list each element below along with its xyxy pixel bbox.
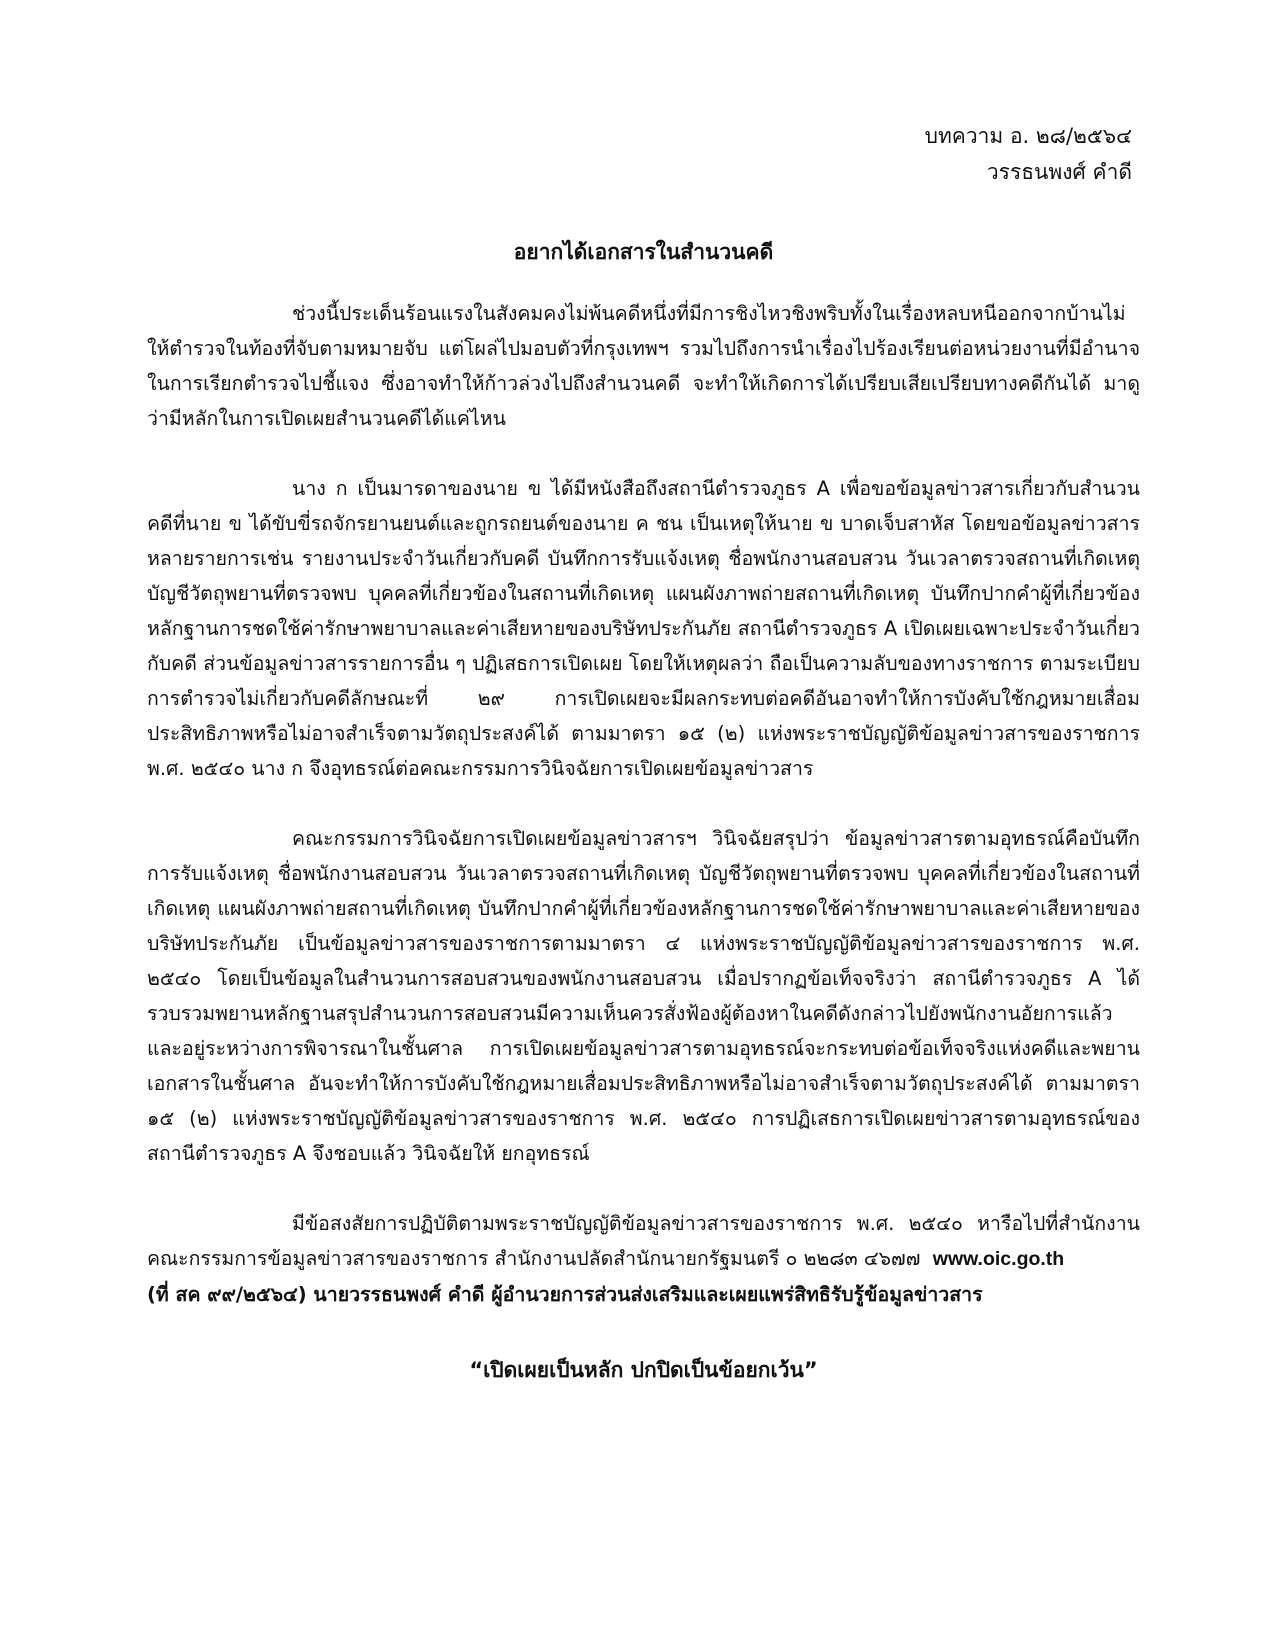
- paragraph-intro: ช่วงนี้ประเด็นร้อนแรงในสังคมคงไม่พ้นคดีหนึ่งที่มีการชิงไหวชิงพริบทั้งในเรื่องหลบหนีออกจากบ้านไม่ให้ตำรวจในท้องที่จับตามหมายจับ แต่โผล่ไปมอบตัวที่กรุงเทพฯ รวมไปถึงการนำเรื่องไปร้องเรียนต่อหน่วยงานที่มีอำนาจในการเรียกตำรวจไปชี้แจง ซึ่งอาจทำให้ก้าวล่วงไปถึงสำนวนคดี จะทำให้เกิดการได้เปรียบเสียเปรียบทางคดีกันได้ มาดูว่ามีหลักในการเปิดเผยสำนวนคดีได้แค่ไหน: [147, 302, 1140, 430]
- header-block: [147, 118, 1140, 190]
- contact-paragraph: [147, 1206, 1140, 1277]
- author-name: วรรธนพงศ์ คำดี: [986, 160, 1132, 184]
- website-link[interactable]: www.oic.go.th: [932, 1248, 1065, 1270]
- article-title: อยากได้เอกสารในสำนวนคดี: [513, 240, 774, 264]
- motto: “เปิดเผยเป็นหลัก ปกปิดเป็นข้อยกเว้น”: [469, 1358, 818, 1382]
- signature-line: (ที่ สค ๙๙/๒๕๖๔) นายวรรธนพงศ์ คำดี ผู้อำนวยการส่วนส่งเสริมและเผยแพร่สิทธิรับรู้ข้อมูลข่าวสาร: [147, 1283, 983, 1306]
- contact-text: มีข้อสงสัยการปฏิบัติตามพระราชบัญญัติข้อมูลข่าวสารของราชการ พ.ศ. ๒๕๔๐ หารือไปที่สำนักงานคณะกรรมการข้อมูลข่าวสารของราชการ สำนักงานปลัดสำนักนายกรัฐมนตรี ๐ ๒๒๘๓ ๔๖๗๗: [147, 1212, 1140, 1270]
- article-reference: บทความ อ. ๒๘/๒๕๖๔: [924, 124, 1132, 148]
- paragraph-case-facts: นาง ก เป็นมารดาของนาย ข ได้มีหนังสือถึงสถานีตำรวจภูธร A เพื่อขอข้อมูลข่าวสารเกี่ยวกับสำนวนคดีที่นาย ข ได้ขับขี่รถจักรยานยนต์และถูกรถยนต์ของนาย ค ชน เป็นเหตุให้นาย ข บาดเจ็บสาหัส โดยขอข้อมูลข่าวสารหลายรายการเช่น รายงานประจำวันเกี่ยวกับคดี บันทึกการรับแจ้งเหตุ ชื่อพนักงานสอบสวน วันเวลาตรวจสถานที่เกิดเหตุ บัญชีวัตถุพยานที่ตรวจพบ บุคคลที่เกี่ยวข้องในสถานที่เกิดเหตุ แผนผังภาพถ่ายสถานที่เกิดเหตุ บันทึกปากคำผู้ที่เกี่ยวข้องหลักฐานการชดใช้ค่ารักษาพยาบาลและค่าเสียหายของบริษัทประกันภัย สถานีตำรวจภูธร A เปิดเผยเฉพาะประจำวันเกี่ยวกับคดี ส่วนข้อมูลข่าวสารรายการอื่น ๆ ปฏิเสธการเปิดเผย โดยให้เหตุผลว่า ถือเป็นความลับของทางราชการ ตามระเบียบการตำรวจไม่เกี่ยวกับคดีลักษณะที่ ๒๙ การเปิดเผยจะมีผลกระทบต่อคดีอันอาจทำให้การบังคับใช้กฎหมายเสื่อมประสิทธิภาพหรือไม่อาจสำเร็จตามวัตถุประสงค์ได้ ตามมาตรา ๑๕ (๒) แห่งพระราชบัญญัติข้อมูลข่าวสารของราชการ พ.ศ. ๒๕๔๐ นาง ก จึงอุทธรณ์ต่อคณะกรรมการวินิจฉัยการเปิดเผยข้อมูลข่าวสาร: [147, 477, 1140, 780]
- paragraph-ruling: คณะกรรมการวินิจฉัยการเปิดเผยข้อมูลข่าวสารฯ วินิจฉัยสรุปว่า ข้อมูลข่าวสารตามอุทธรณ์คือบันทึกการรับแจ้งเหตุ ชื่อพนักงานสอบสวน วันเวลาตรวจสถานที่เกิดเหตุ บัญชีวัตถุพยานที่ตรวจพบ บุคคลที่เกี่ยวข้องในสถานที่เกิดเหตุ แผนผังภาพถ่ายสถานที่เกิดเหตุ บันทึกปากคำผู้ที่เกี่ยวข้องหลักฐานการชดใช้ค่ารักษาพยาบาลและค่าเสียหายของบริษัทประกันภัย เป็นข้อมูลข่าวสารของราชการตามมาตรา ๔ แห่งพระราชบัญญัติข้อมูลข่าวสารของราชการ พ.ศ. ๒๕๔๐ โดยเป็นข้อมูลในสำนวนการสอบสวนของพนักงานสอบสวน เมื่อปรากฏข้อเท็จจริงว่า สถานีตำรวจภูธร A ได้รวบรวมพยานหลักฐานสรุปสำนวนการสอบสวนมีความเห็นควรสั่งฟ้องผู้ต้องหาในคดีดังกล่าวไปยังพนักงานอัยการแล้ว และอยู่ระหว่างการพิจารณาในชั้นศาล การเปิดเผยข้อมูลข่าวสารตามอุทธรณ์จะกระทบต่อข้อเท็จจริงแห่งคดีและพยานเอกสารในชั้นศาล อันจะทำให้การบังคับใช้กฎหมายเสื่อมประสิทธิภาพหรือไม่อาจสำเร็จตามวัตถุประสงค์ได้ ตามมาตรา ๑๕ (๒) แห่งพระราชบัญญัติข้อมูลข่าวสารของราชการ พ.ศ. ๒๕๔๐ การปฏิเสธการเปิดเผยข่าวสารตามอุทธรณ์ของสถานีตำรวจภูธร A จึงชอบแล้ว วินิจฉัยให้ ยกอุทธรณ์: [147, 827, 1140, 1165]
